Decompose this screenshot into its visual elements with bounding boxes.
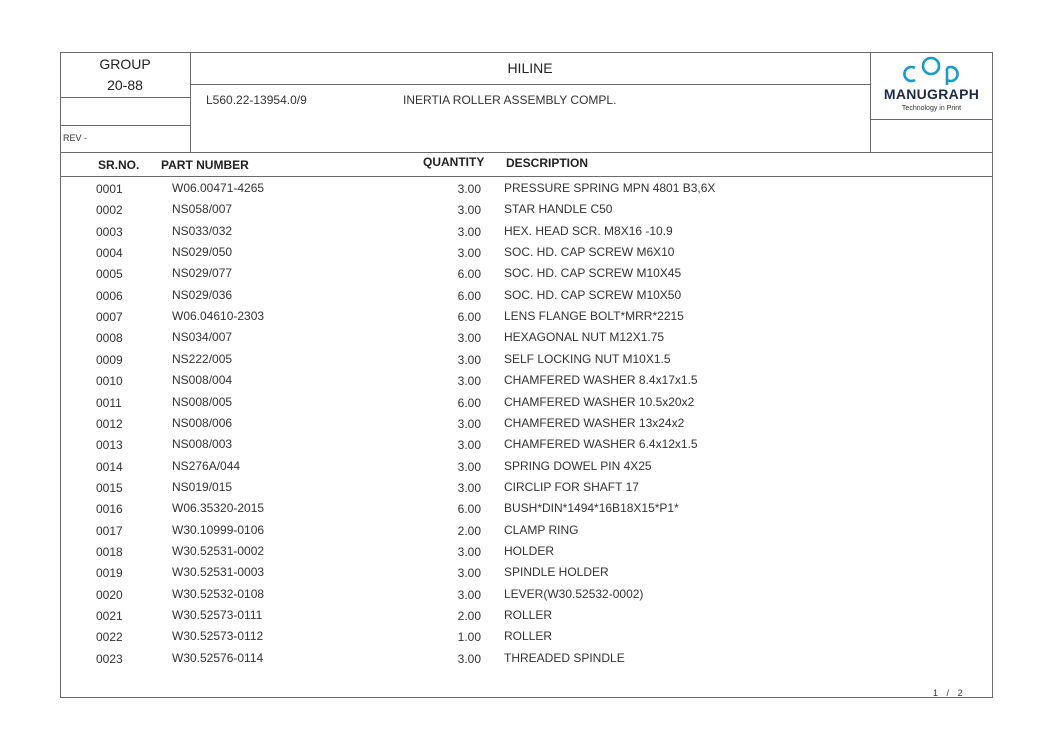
quantity-cell: 3.00 [457,459,481,474]
part-number-cell: NS008/005 [172,394,233,409]
quantity-cell: 3.00 [457,224,481,239]
sr-no-cell: 0007 [96,310,123,325]
description-cell: SPRING DOWEL PIN 4X25 [504,458,652,473]
description-cell: BUSH*DIN*1494*16B18X15*P1* [504,501,679,516]
quantity-cell: 3.00 [457,374,481,389]
part-number-cell: NS008/006 [172,415,233,430]
divider [60,125,190,126]
part-number-cell: NS008/003 [172,437,233,452]
description-cell: ROLLER [504,629,553,644]
quantity-cell: 6.00 [457,502,481,517]
quantity-cell: 3.00 [457,480,481,495]
brand-name: MANUGRAPH [883,86,980,102]
sr-no-cell: 0016 [96,502,123,517]
quantity-cell: 3.00 [457,566,481,581]
sr-no-cell: 0002 [96,203,123,218]
sr-no-cell: 0011 [96,395,122,410]
description-cell: SOC. HD. CAP SCREW M10X50 [504,287,682,302]
description-cell: ROLLER [504,608,553,622]
sr-no-cell: 0009 [96,352,123,367]
sr-no-cell: 0017 [96,523,123,538]
sr-no-cell: 0005 [96,267,123,282]
drawing-number: L560.22-13954.0/9 [206,93,307,107]
quantity-cell: 3.00 [457,203,481,218]
part-number-cell: W30.52531-0002 [172,543,265,558]
sr-no-cell: 0022 [96,630,123,645]
part-number-cell: W30.52576-0114 [172,650,264,665]
brand-logo [870,54,993,118]
part-number-cell: NS008/004 [172,373,233,388]
part-number-cell: NS033/032 [172,223,233,238]
group-value: 20-88 [107,77,143,93]
quantity-cell: 6.00 [457,288,481,303]
description-cell: CLAMP RING [504,522,579,537]
divider [60,97,190,98]
quantity-cell: 3.00 [457,587,481,602]
sr-no-cell: 0015 [96,480,123,495]
sr-no-cell: 0008 [96,331,123,346]
machine-name: HILINE [507,60,553,76]
part-number-cell: W30.52532-0108 [172,586,265,601]
sr-no-cell: 0020 [96,587,123,602]
page-total: 2 [957,688,964,698]
quantity-cell: 6.00 [457,267,481,282]
quantity-cell: 3.00 [457,544,481,559]
part-number-cell: NS019/015 [172,479,233,494]
brand-tagline: Technology in Print [901,105,962,112]
sr-no-cell: 0014 [96,459,123,474]
description-cell: CHAMFERED WASHER 8.4x17x1.5 [504,373,698,388]
part-number-cell: W06.04610-2303 [172,309,265,324]
description-cell: SOC. HD. CAP SCREW M6X10 [504,245,675,260]
quantity-cell: 3.00 [457,651,481,666]
sr-no-cell: 0004 [96,246,123,261]
quantity-cell: 6.00 [457,395,481,410]
part-number-cell: W30.52573-0112 [172,629,264,644]
assembly-title: INERTIA ROLLER ASSEMBLY COMPL. [403,93,617,107]
column-header-part-number: PART NUMBER [161,158,249,172]
description-cell: HEXAGONAL NUT M12X1.75 [504,330,665,345]
part-number-cell: NS222/005 [172,351,233,366]
description-cell: CHAMFERED WASHER 13x24x2 [504,415,685,430]
part-number-cell: NS029/050 [172,245,233,260]
sr-no-cell: 0018 [96,544,123,559]
sr-no-cell: 0023 [96,651,123,666]
description-cell: HEX. HEAD SCR. M8X16 -10.9 [504,223,673,238]
quantity-cell: 3.00 [457,246,481,261]
page-separator: / [946,688,951,698]
divider [870,119,993,120]
description-cell: SELF LOCKING NUT M10X1.5 [504,351,671,366]
part-number-cell: NS029/036 [172,287,233,302]
quantity-cell: 3.00 [457,182,481,196]
sr-no-cell: 0012 [96,416,123,431]
part-number-cell: NS058/007 [172,202,233,217]
quantity-cell: 3.00 [457,352,481,367]
part-number-cell: W30.52531-0003 [172,565,265,580]
quantity-cell: 3.00 [457,438,481,453]
divider [60,176,993,177]
description-cell: LENS FLANGE BOLT*MRR*2215 [504,309,684,324]
quantity-cell: 1.00 [457,630,481,645]
description-cell: HOLDER [504,543,555,558]
page-current: 1 [933,688,940,698]
quantity-cell: 3.00 [457,331,481,346]
revision-label: REV - [63,133,88,143]
description-cell: LEVER(W30.52532-0002) [504,586,644,601]
column-header-quantity: QUANTITY [423,155,485,169]
part-number-cell: W30.52573-0111 [172,608,263,622]
part-number-cell: W06.00471-4265 [172,181,265,195]
description-cell: CIRCLIP FOR SHAFT 17 [504,479,639,494]
sr-no-cell: 0003 [96,224,123,239]
manugraph-logo-icon [870,54,993,88]
quantity-cell: 2.00 [457,523,481,538]
part-number-cell: NS029/077 [172,266,233,281]
quantity-cell: 2.00 [457,609,481,623]
divider [60,152,993,153]
quantity-cell: 6.00 [457,310,481,325]
description-cell: THREADED SPINDLE [504,650,625,665]
part-number-cell: W06.35320-2015 [172,501,265,516]
page-indicator [933,688,964,698]
sr-no-cell: 0021 [96,609,123,623]
description-cell: PRESSURE SPRING MPN 4801 B3,6X [504,181,716,195]
sr-no-cell: 0019 [96,566,123,581]
sr-no-cell: 0010 [96,374,123,389]
sr-no-cell: 0013 [96,438,123,453]
part-number-cell: W30.10999-0106 [172,522,265,537]
part-number-cell: NS034/007 [172,330,233,345]
description-cell: CHAMFERED WASHER 6.4x12x1.5 [504,437,698,452]
description-cell: CHAMFERED WASHER 10.5x20x2 [504,394,695,409]
column-header-description: DESCRIPTION [506,156,589,170]
divider [190,84,870,85]
part-number-cell: NS276A/044 [172,458,241,473]
group-label: GROUP [99,56,151,72]
quantity-cell: 3.00 [457,416,481,431]
description-cell: SOC. HD. CAP SCREW M10X45 [504,266,682,281]
sr-no-cell: 0006 [96,288,123,303]
column-header-sr-no: SR.NO. [98,158,140,172]
description-cell: SPINDLE HOLDER [504,565,609,580]
sr-no-cell: 0001 [96,182,123,196]
description-cell: STAR HANDLE C50 [504,202,613,217]
